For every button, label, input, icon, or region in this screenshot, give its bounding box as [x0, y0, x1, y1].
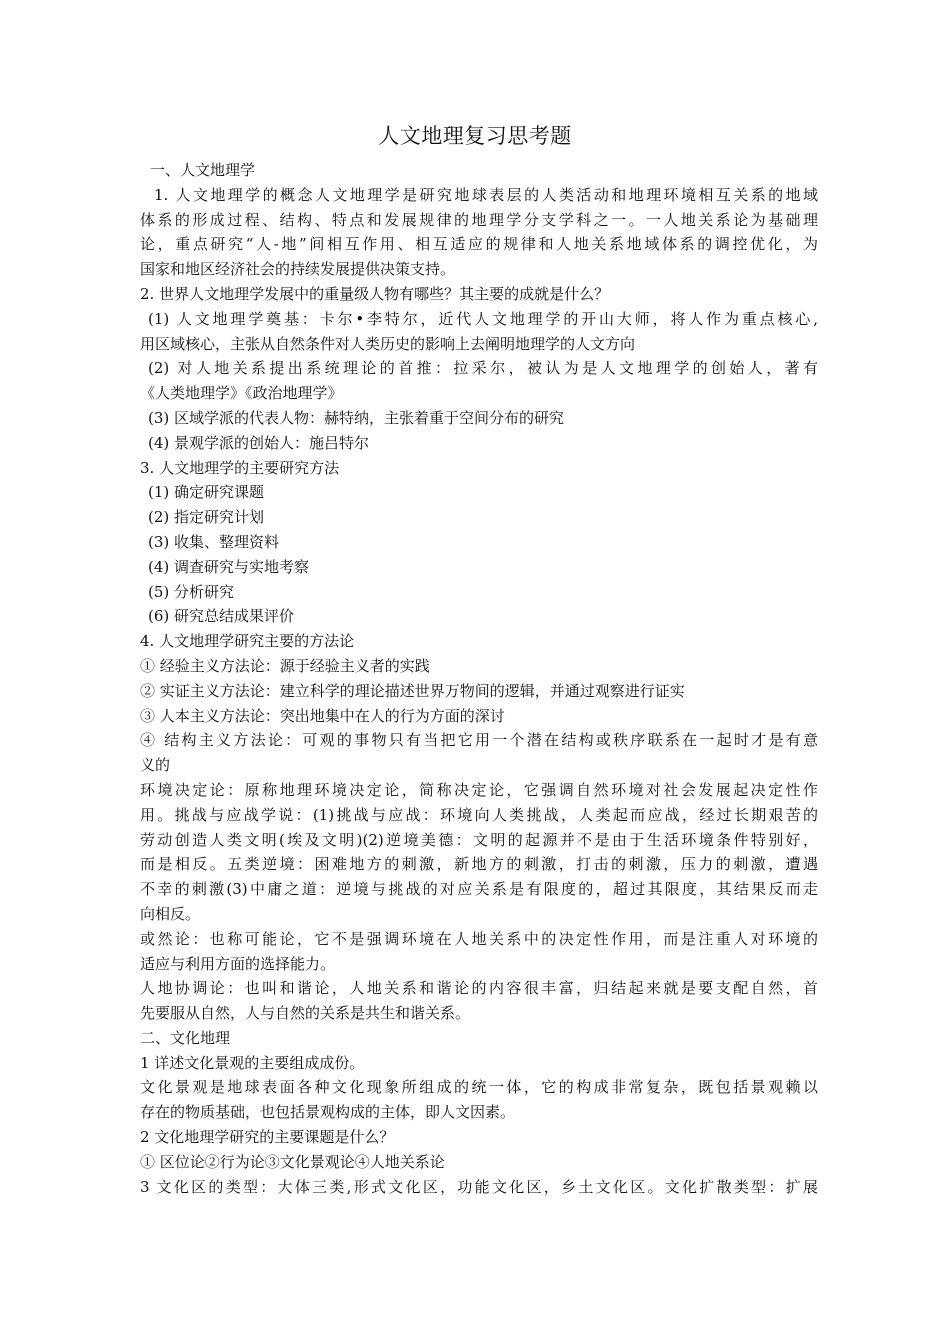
document-line: 环境决定论：原称地理环境决定论，简称决定论，它强调自然环境对社会发展起决定性作	[140, 780, 818, 799]
document-line: 1 详述文化景观的主要组成成份。	[140, 1053, 365, 1072]
document-line: ④ 结构主义方法论：可观的事物只有当把它用一个潜在结构或秩序联系在一起时才是有意	[140, 731, 818, 750]
document-line: 不幸的刺激(3)中庸之道：逆境与挑战的对应关系是有限度的，超过其限度，其结果反而走	[140, 880, 818, 899]
document-line: 一、人文地理学	[150, 161, 256, 179]
document-line: (2) 指定研究计划	[148, 508, 265, 527]
document-line: 向相反。	[140, 904, 201, 923]
document-line: 论，重点研究“人-地”间相互作用、相互适应的规律和人地关系地域体系的调控优化，为	[140, 235, 818, 254]
document-line: 2 文化地理学研究的主要课题是什么？	[140, 1128, 395, 1147]
document-line: 用区域核心，主张从自然条件对人类历史的影响上去阐明地理学的人文方向	[140, 334, 636, 353]
document-line: 4. 人文地理学研究主要的方法论	[140, 632, 355, 651]
document-line: (4) 景观学派的创始人：施吕特尔	[148, 433, 370, 452]
document-line: (3) 区域学派的代表人物：赫特纳，主张着重于空间分布的研究	[148, 408, 565, 427]
document-line: ③ 人本主义方法论：突出地集中在人的行为方面的深讨	[140, 706, 505, 725]
document-line: 二、文化地理	[140, 1028, 231, 1047]
document-line: (6) 研究总结成果评价	[148, 607, 295, 626]
document-line: 国家和地区经济社会的持续发展提供决策支持。	[140, 260, 456, 279]
document-line: ① 经验主义方法论：源于经验主义者的实践	[140, 656, 430, 675]
document-line: 人地协调论：也叫和谐论，人地关系和谐论的内容很丰富，归结起来就是要支配自然，首	[140, 979, 818, 998]
document-title: 人文地理复习思考题	[378, 124, 572, 148]
document-line: ① 区位论②行为论③文化景观论④人地关系论	[140, 1152, 445, 1171]
document-line: 而是相反。五类逆境：困难地方的刺激，新地方的刺激，打击的刺激，压力的刺激，遭遇	[140, 855, 818, 874]
document-line: (5) 分析研究	[148, 582, 235, 601]
document-line: 劳动创造人类文明(埃及文明)(2)逆境美德：文明的起源并不是由于生活环境条件特别好，	[140, 830, 818, 849]
document-line: 1. 人文地理学的概念人文地理学是研究地球表层的人类活动和地理环境相互关系的地域	[154, 185, 818, 204]
document-line: (1) 人文地理学奠基：卡尔•李特尔，近代人文地理学的开山大师，将人作为重点核心,	[148, 309, 818, 328]
document-line: (2) 对人地关系提出系统理论的首推：拉采尔，被认为是人文地理学的创始人，著有	[148, 359, 818, 378]
document-line: 存在的物质基础，也包括景观构成的主体，即人文因素。	[140, 1103, 516, 1122]
document-line: 用。挑战与应战学说：(1)挑战与应战：环境向人类挑战，人类起而应战，经过长期艰苦的	[140, 805, 818, 824]
document-line: 3 文化区的类型：大体三类,形式文化区，功能文化区，乡土文化区。文化扩散类型：扩展	[140, 1177, 818, 1196]
document-line: 《人类地理学》《政治地理学》	[140, 384, 343, 403]
document-line: 2. 世界人文地理学发展中的重量级人物有哪些？其主要的成就是什么？	[140, 284, 610, 303]
document-line: 3. 人文地理学的主要研究方法	[140, 458, 340, 477]
document-line: 体系的形成过程、结构、特点和发展规律的地理学分支学科之一。一人地关系论为基础理	[140, 210, 818, 229]
document-line: (4) 调查研究与实地考察	[148, 557, 310, 576]
document-line: 适应与利用方面的选择能力。	[140, 954, 336, 973]
document-line: 文化景观是地球表面各种文化现象所组成的统一体，它的构成非常复杂，既包括景观赖以	[140, 1078, 818, 1097]
document-line: 义的	[140, 756, 171, 775]
document-line: ② 实证主义方法论：建立科学的理论描述世界万物间的逻辑，并通过观察进行证实	[140, 681, 685, 700]
document-body	[140, 158, 818, 1199]
document-line: 先要服从自然，人与自然的关系是共生和谐关系。	[140, 1004, 471, 1023]
document-line: 或然论：也称可能论，它不是强调环境在人地关系中的决定性作用，而是注重人对环境的	[140, 929, 818, 948]
document-line: (3) 收集、整理资料	[148, 532, 280, 551]
document-line: (1) 确定研究课题	[148, 483, 265, 502]
